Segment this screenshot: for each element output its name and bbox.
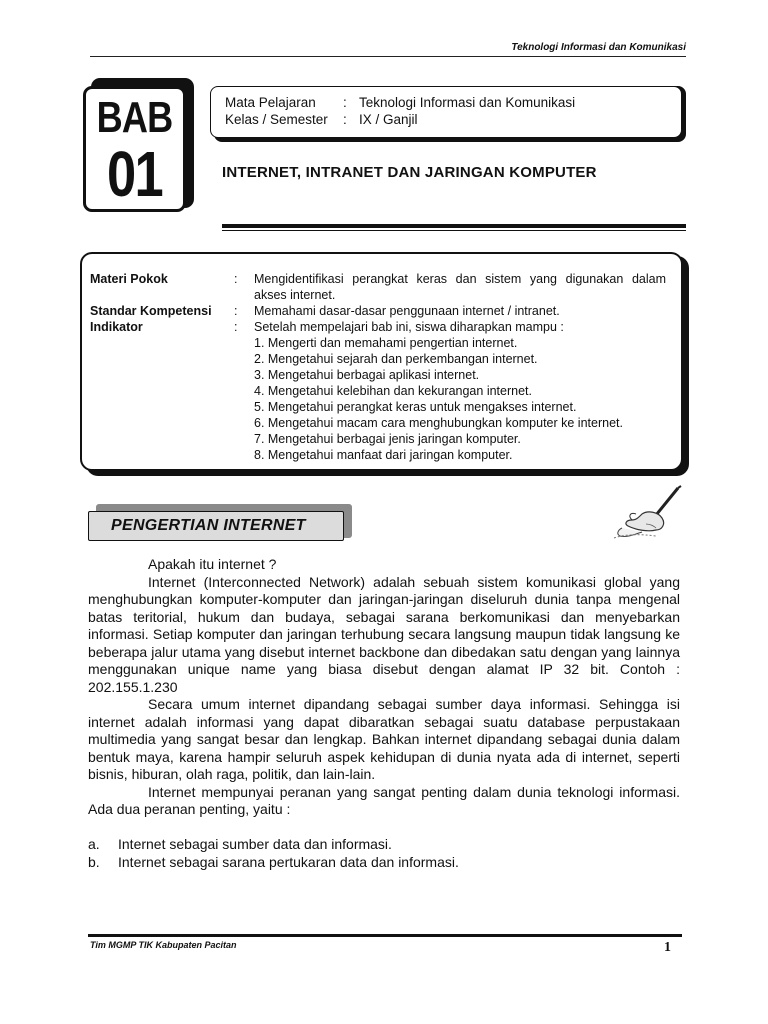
indikator-colon: : [234,320,238,334]
header-rule [90,56,686,57]
objectives-box [80,252,683,471]
chapter-badge [83,86,186,212]
paragraph: Apakah itu internet ? [148,556,277,572]
paragraph: Internet (Interconnected Network) adalah sebuah sistem komunikasi global yang menghubungkan komputer-komputer dan jaringan-jaringan diseluruh dunia tanpa mengenal batas teritorial, hukum dan budaya, sebagai sarana berkomunikasi dan menyebarkan informasi. Setiap komputer dan jaringan terhubung secara langsung maupun tidak langsung ke beberapa jalur utama yang disebut internet backbone dan dibedakan satu dengan yang lainnya menggunakan unique name yang biasa disebut dengan alamat IP 32 bit. Contoh : 202.155.1.230 [88,573,680,695]
list-marker: a. [88,836,100,852]
hand-writing-icon [612,484,684,542]
indikator-item: 1. Mengerti dan memahami pengertian internet. [254,336,518,350]
paragraph: Secara umum internet dipandang sebagai sumber daya informasi. Sehingga isi internet adalah informasi yang dapat dibaratkan sebagai suatu database perpustakaan multimedia yang sangat besar dan lengkap. Bahkan internet dipandang sebagai dunia dalam bentuk maya, karena hampir seluruh aspek kehidupan di dunia nyata ada di internet, seperti bisnis, hiburan, olah raga, politik, dan lain-lain. [88,696,680,782]
footer-rule [88,934,682,937]
class-semester-colon: : [343,112,347,127]
materi-pokok-colon: : [234,272,238,286]
subject-label: Mata Pelajaran [225,95,316,110]
indikator-item: 7. Mengetahui berbagai jenis jaringan komputer. [254,432,521,446]
indikator-item: 6. Mengetahui macam cara menghubungkan komputer ke internet. [254,416,623,430]
indikator-item: 5. Mengetahui perangkat keras untuk mengakses internet. [254,400,577,414]
running-header: Teknologi Informasi dan Komunikasi [511,42,686,53]
indikator-item: 2. Mengetahui sejarah dan perkembangan internet. [254,352,538,366]
list-text: Internet sebagai sarana pertukaran data dan informasi. [118,853,459,870]
indikator-item: 4. Mengetahui kelebihan dan kekurangan internet. [254,384,532,398]
page-number: 1 [664,940,671,955]
section-title: PENGERTIAN INTERNET [111,517,306,534]
materi-pokok-label: Materi Pokok [90,272,168,286]
list-marker: b. [88,853,100,870]
chapter-badge-label: BAB [96,93,173,142]
title-rule-thin [222,230,686,231]
standar-kompetensi-colon: : [234,304,238,318]
class-semester-value: IX / Ganjil [359,112,418,127]
materi-pokok-text: Mengidentifikasi perangkat keras dan sistem yang digunakan dalam akses internet. [254,272,666,302]
indikator-item: 8. Mengetahui manfaat dari jaringan komputer. [254,448,513,462]
list-text: Internet sebagai sumber data dan informasi. [118,836,392,852]
title-rule-thick [222,224,686,228]
subject-row [225,95,575,110]
indikator-label: Indikator [90,320,143,334]
standar-kompetensi-label: Standar Kompetensi [90,304,212,318]
standar-kompetensi-text: Memahami dasar-dasar penggunaan internet / intranet. [254,304,560,318]
body-text [88,556,680,871]
subject-info-box [210,86,682,138]
indikator-item: 3. Mengetahui berbagai aplikasi internet. [254,368,480,382]
subject-value: Teknologi Informasi dan Komunikasi [359,95,576,110]
chapter-badge-number: 01 [106,138,163,210]
subject-colon: : [343,95,347,110]
footer-author: Tim MGMP TIK Kabupaten Pacitan [90,940,237,950]
class-semester-label: Kelas / Semester [225,112,328,127]
section-heading [88,511,344,541]
indikator-intro: Setelah mempelajari bab ini, siswa diharapkan mampu : [254,320,564,334]
list-item [88,854,680,872]
indikator-list [254,335,666,463]
class-semester-row [225,112,418,127]
chapter-title: INTERNET, INTRANET DAN JARINGAN KOMPUTER [222,164,597,181]
paragraph: Internet mempunyai peranan yang sangat penting dalam dunia teknologi informasi. Ada dua peranan penting, yaitu : [88,783,680,817]
list-item [88,836,680,854]
